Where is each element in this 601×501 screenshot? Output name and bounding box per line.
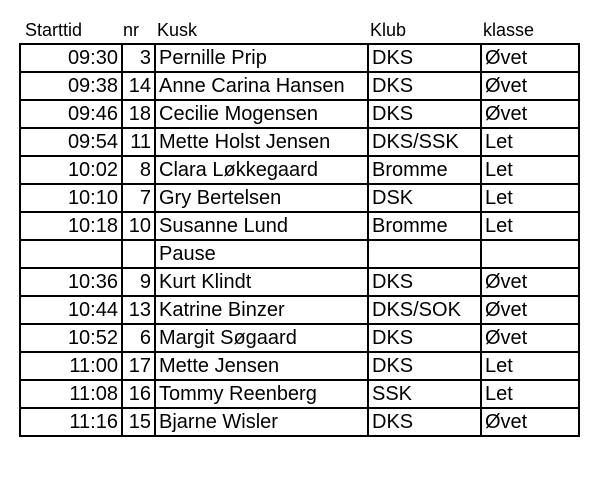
number-cell: 10 (122, 212, 155, 240)
table-row (20, 408, 579, 436)
number-cell: 3 (122, 44, 155, 72)
start-list-body (20, 44, 579, 436)
class-cell: Øvet (481, 72, 579, 100)
driver-name-cell: Bjarne Wisler (155, 408, 368, 436)
number-cell: 8 (122, 156, 155, 184)
driver-name-cell: Pernille Prip (155, 44, 368, 72)
table-row (20, 72, 579, 100)
driver-name-cell: Gry Bertelsen (155, 184, 368, 212)
club-cell: DKS (368, 44, 481, 72)
class-cell: Let (481, 184, 579, 212)
class-cell: Let (481, 156, 579, 184)
number-cell: 17 (122, 352, 155, 380)
class-cell: Øvet (481, 408, 579, 436)
number-cell: 11 (122, 128, 155, 156)
table-row (20, 296, 579, 324)
start-time-cell: 10:18 (20, 212, 122, 240)
start-time-cell: 11:16 (20, 408, 122, 436)
driver-name-cell: Cecilie Mogensen (155, 100, 368, 128)
class-cell: Let (481, 352, 579, 380)
driver-name-cell: Pause (155, 240, 368, 268)
class-cell: Let (481, 380, 579, 408)
number-cell: 9 (122, 268, 155, 296)
driver-name-cell: Margit Søgaard (155, 324, 368, 352)
table-row (20, 212, 579, 240)
class-cell: Let (481, 128, 579, 156)
club-cell: DKS (368, 268, 481, 296)
header-klub: Klub (370, 20, 407, 40)
driver-name-cell: Anne Carina Hansen (155, 72, 368, 100)
table-row (20, 100, 579, 128)
start-time-cell: 10:44 (20, 296, 122, 324)
table-row (20, 268, 579, 296)
start-time-cell: 09:54 (20, 128, 122, 156)
table-row (20, 240, 579, 268)
driver-name-cell: Katrine Binzer (155, 296, 368, 324)
start-time-cell: 10:52 (20, 324, 122, 352)
driver-name-cell: Clara Løkkegaard (155, 156, 368, 184)
start-time-cell: 10:02 (20, 156, 122, 184)
driver-name-cell: Mette Holst Jensen (155, 128, 368, 156)
header-kusk: Kusk (157, 20, 198, 40)
start-time-cell (20, 240, 122, 268)
club-cell: DKS (368, 100, 481, 128)
number-cell: 16 (122, 380, 155, 408)
club-cell: DKS/SSK (368, 128, 481, 156)
table-row (20, 44, 579, 72)
start-time-cell: 09:30 (20, 44, 122, 72)
table-row (20, 324, 579, 352)
club-cell: DKS/SOK (368, 296, 481, 324)
number-cell: 7 (122, 184, 155, 212)
number-cell: 15 (122, 408, 155, 436)
club-cell: DKS (368, 408, 481, 436)
start-time-cell: 11:08 (20, 380, 122, 408)
number-cell: 18 (122, 100, 155, 128)
start-time-cell: 10:10 (20, 184, 122, 212)
class-cell: Øvet (481, 296, 579, 324)
start-list-table (19, 43, 580, 437)
table-row (20, 156, 579, 184)
driver-name-cell: Mette Jensen (155, 352, 368, 380)
table-row (20, 184, 579, 212)
club-cell: Bromme (368, 212, 481, 240)
class-cell: Øvet (481, 268, 579, 296)
club-cell: Bromme (368, 156, 481, 184)
class-cell: Let (481, 212, 579, 240)
header-starttid: Starttid (25, 20, 83, 40)
number-cell: 14 (122, 72, 155, 100)
driver-name-cell: Tommy Reenberg (155, 380, 368, 408)
start-time-cell: 09:46 (20, 100, 122, 128)
start-time-cell: 11:00 (20, 352, 122, 380)
driver-name-cell: Susanne Lund (155, 212, 368, 240)
table-row (20, 380, 579, 408)
class-cell: Øvet (481, 324, 579, 352)
club-cell: DKS (368, 352, 481, 380)
class-cell: Øvet (481, 44, 579, 72)
table-row (20, 352, 579, 380)
club-cell (368, 240, 481, 268)
club-cell: DSK (368, 184, 481, 212)
table-row (20, 128, 579, 156)
start-time-cell: 09:38 (20, 72, 122, 100)
class-cell (481, 240, 579, 268)
driver-name-cell: Kurt Klindt (155, 268, 368, 296)
number-cell: 6 (122, 324, 155, 352)
number-cell: 13 (122, 296, 155, 324)
club-cell: DKS (368, 72, 481, 100)
club-cell: DKS (368, 324, 481, 352)
column-header-row (0, 18, 601, 42)
header-nr: nr (123, 20, 140, 40)
number-cell (122, 240, 155, 268)
club-cell: SSK (368, 380, 481, 408)
start-time-cell: 10:36 (20, 268, 122, 296)
class-cell: Øvet (481, 100, 579, 128)
header-klasse: klasse (483, 20, 535, 40)
